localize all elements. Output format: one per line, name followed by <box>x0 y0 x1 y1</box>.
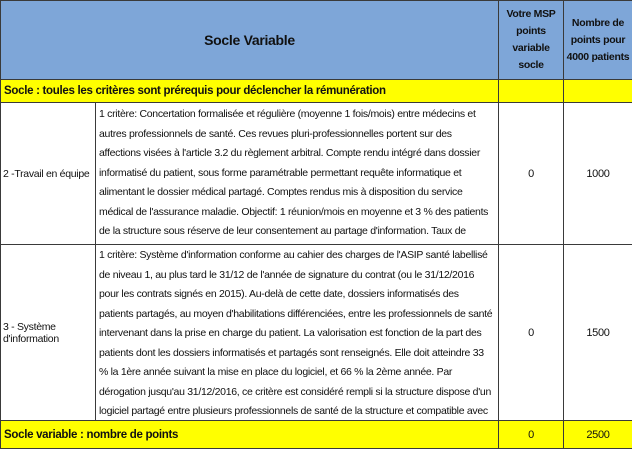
header-points-msp-cell[interactable] <box>499 1 564 80</box>
total-label-cell[interactable] <box>1 421 499 449</box>
total-points-patients: 2500 <box>586 429 609 441</box>
section-empty-cell-msp[interactable] <box>499 80 564 103</box>
section-row <box>1 80 632 103</box>
row-label-cell[interactable] <box>1 103 96 245</box>
total-points-msp-cell[interactable] <box>499 421 564 449</box>
row-points-patients-cell[interactable] <box>564 245 632 421</box>
total-label: Socle variable : nombre de points <box>4 429 178 441</box>
row-label-cell[interactable] <box>1 245 96 421</box>
row-description: 1 critère: Système d'information conforme au cahier des charges de l'ASIP santé labellisé de niveau 1, au plus tard le 31/12 de l'année de signature du contrat (ou le 31/12/2016 pour les contrats signés en 2015). Au-delà de cette date, dossiers informatisés des patients partagés, au moyen d'habilitations différenciées, entre les professionnels de santé intervenant dans la prise en charge du patient. La valorisation est fonction de la part des patients dont les dossiers informatisés et partagés sont renseignés. Elle doit atteindre 33 % la 1ère année suivant la mise en place du logiciel, et 66 % la 2ème année. Par dérogation jusqu'au 31/12/2016, ce critère est considéré rempli si la structure dispose d'un logiciel partagé entre plusieurs professionnels de santé de la structure et compatible avec <box>99 249 492 420</box>
row-points-patients: 1500 <box>586 327 609 339</box>
header-row <box>1 1 632 80</box>
header-points-patients: Nombre de points pour 4000 patients <box>567 17 630 63</box>
table-row <box>1 103 632 245</box>
row-label: 3 - Système d'information <box>3 321 59 345</box>
table-row <box>1 245 632 421</box>
header-title: Socle Variable <box>204 32 295 48</box>
header-points-msp: Votre MSP points variable socle <box>506 8 555 71</box>
row-description-cell[interactable] <box>96 103 499 245</box>
section-label-cell[interactable] <box>1 80 499 103</box>
row-points-patients-cell[interactable] <box>564 103 632 245</box>
row-points-msp-cell[interactable] <box>499 103 564 245</box>
row-points-msp: 0 <box>528 327 534 339</box>
row-points-patients: 1000 <box>586 168 609 180</box>
total-points-msp: 0 <box>528 429 534 441</box>
section-label: Socle : toules les critères sont prérequis pour déclencher la rémunération <box>4 85 386 97</box>
row-description-cell[interactable] <box>96 245 499 421</box>
row-points-msp-cell[interactable] <box>499 245 564 421</box>
section-empty-cell-patients[interactable] <box>564 80 632 103</box>
row-label: 2 -Travail en équipe <box>3 168 89 180</box>
row-description: 1 critère: Concertation formalisée et régulière (moyenne 1 fois/mois) entre médecins et autres professionnels de santé. Ces revues pluri-professionnelles portent sur des affections visées à l'article 3.2 du règlement arbitral. Compte rendu intégré dans dossier informatisé du patient, sous forme paramétrable permettant requête informatique et alimentant le dossier médical partagé. Comptes rendus mis à disposition du service médical de l'assurance maladie. Objectif: 1 réunion/mois en moyenne et 3 % des patients de la structure sous réserve de leur consentement au partage d'information. Taux de <box>99 108 488 244</box>
row-points-msp: 0 <box>528 168 534 180</box>
total-row <box>1 421 632 449</box>
header-points-patients-cell[interactable] <box>564 1 632 80</box>
header-title-cell[interactable] <box>1 1 499 80</box>
total-points-patients-cell[interactable] <box>564 421 632 449</box>
